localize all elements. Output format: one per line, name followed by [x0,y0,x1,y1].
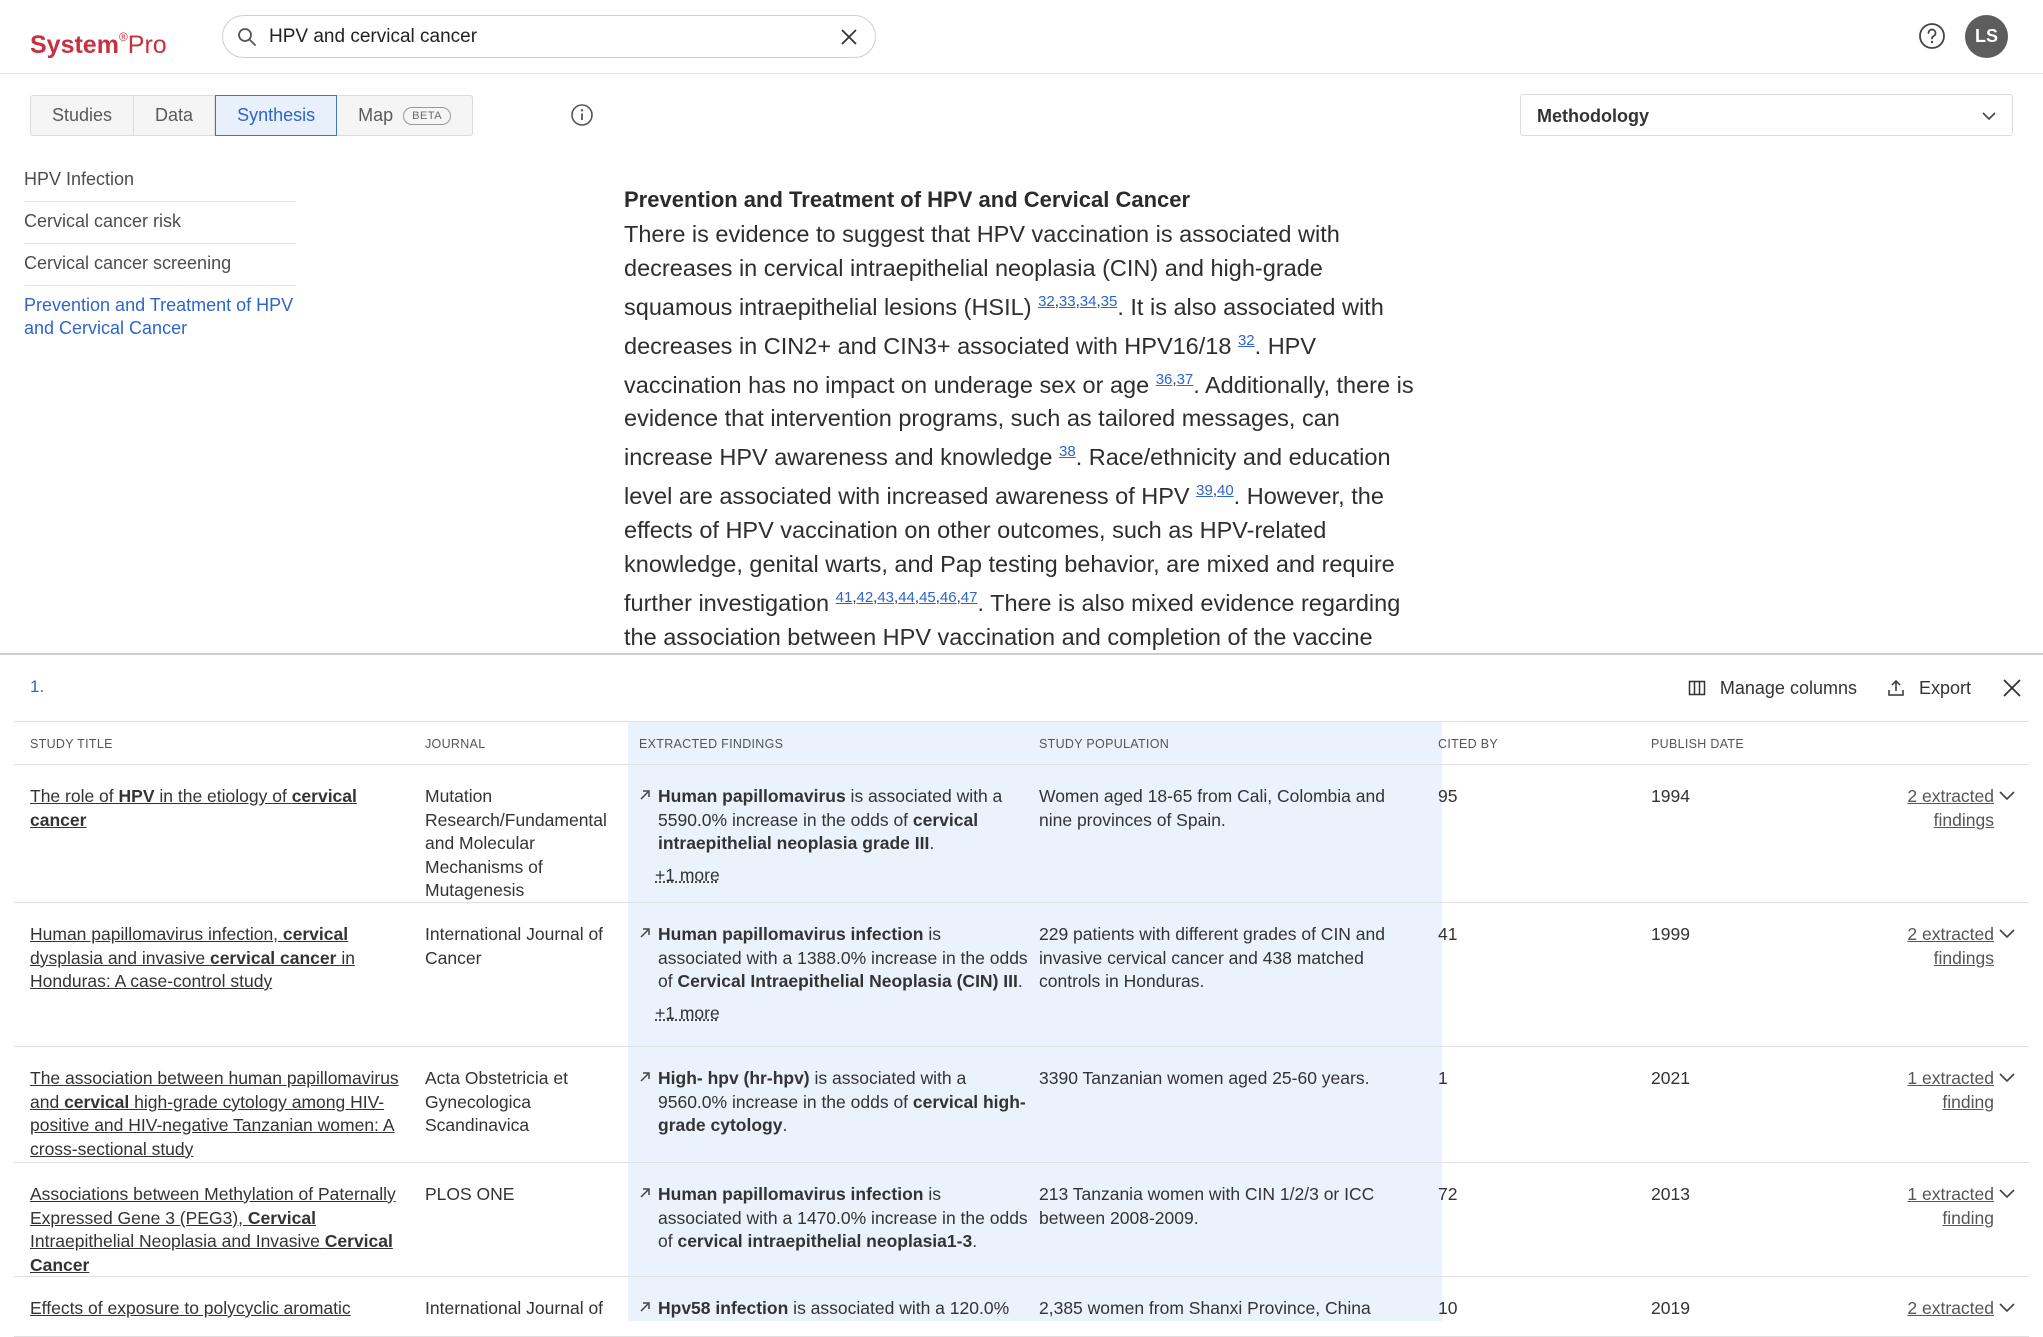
search-icon [237,27,257,47]
table-row[interactable] [14,1163,2029,1277]
column-header-extracted-findings[interactable]: EXTRACTED FINDINGS [639,737,784,751]
citation-link[interactable]: 36 [1155,370,1173,388]
panel-toolbar [1688,677,2023,699]
journal: Acta Obstetricia et Gynecologica Scandinavica [425,1068,568,1135]
extracted-finding: High- hpv (hr-hpv) is associated with a 9560.0% increase in the odds of cervical high-grade cytology. [658,1067,1028,1138]
citation-link[interactable]: 39 [1196,482,1213,500]
section-heading: Prevention and Treatment of HPV and Cervical Cancer [624,187,1191,212]
extracted-findings-link[interactable]: 1 extracted finding [1907,1068,1994,1112]
chevron-down-icon[interactable] [1998,1185,2016,1203]
section-nav [24,160,296,350]
citation-refs[interactable]: 36,37 [1155,370,1194,388]
arrow-up-right-icon [638,1070,652,1084]
nav-item-cervical-cancer-risk[interactable]: Cervical cancer risk [24,202,296,244]
tab-data[interactable]: Data [134,96,215,135]
citation-link[interactable]: 32 [1237,331,1255,349]
close-icon[interactable] [839,27,859,47]
view-tabs [30,95,473,136]
table-row[interactable] [14,1047,2029,1163]
column-header-study-population[interactable]: STUDY POPULATION [1039,737,1170,751]
column-header-publish-date[interactable]: PUBLISH DATE [1651,737,1744,751]
table-header [14,721,2029,765]
beta-badge: BETA [403,107,451,125]
publish-date: 2013 [1651,1184,1690,1204]
study-title-link[interactable]: The association between human papillomavirus and cervical high-grade cytology among HIV-positive and HIV-negative Tanzanian women: A cross-sectional study [30,1068,399,1159]
chevron-down-icon[interactable] [1998,1299,2016,1317]
journal: PLOS ONE [425,1184,515,1204]
chevron-down-icon[interactable] [1998,787,2016,805]
extracted-findings-count [1854,785,1994,832]
citation-refs[interactable] [1059,443,1076,460]
arrow-up-right-icon [638,1186,652,1200]
journal: International Journal of [425,1298,604,1318]
publish-date: 1994 [1651,786,1690,806]
arrow-up-right-icon [638,1300,652,1314]
tab-map[interactable]: Map BETA [337,96,472,135]
table-row[interactable] [14,903,2029,1047]
citation-link[interactable]: 46 [939,589,957,607]
app-logo[interactable]: System®Pro [30,30,167,59]
column-header-journal[interactable]: JOURNAL [425,737,486,751]
citation-link[interactable]: 35 [1100,293,1118,310]
extracted-findings-count [1854,1297,1994,1321]
methodology-dropdown[interactable]: Methodology [1520,94,2013,136]
extracted-findings-link[interactable]: 2 extracted [1907,1298,1994,1318]
search-bar [222,15,876,58]
manage-columns-button[interactable]: Manage columns [1688,678,1857,699]
extracted-findings-count [1854,923,1994,970]
study-population: 2,385 women from Shanxi Province, China [1039,1298,1371,1318]
study-title-link[interactable]: Associations between Methylation of Paternally Expressed Gene 3 (PEG3), Cervical Intraepithelial Neoplasia and Invasive Cervical Cancer [30,1184,396,1275]
table-row[interactable] [14,1277,2029,1337]
column-header-study-title[interactable]: STUDY TITLE [30,737,113,751]
extracted-finding: Human papillomavirus infection is associated with a 1388.0% increase in the odds of Cervical Intraepithelial Neoplasia (CIN) III. +1 more [658,923,1028,1025]
tab-synthesis[interactable]: Synthesis [215,95,337,136]
citation-link[interactable]: 40 [1216,482,1234,500]
citation-link[interactable]: 44 [898,589,915,607]
publish-date: 1999 [1651,924,1690,944]
extracted-findings-link[interactable]: 1 extracted finding [1907,1184,1994,1228]
synthesis-paragraph: There is evidence to suggest that HPV vaccination is associated with decreases in cervical intraepithelial neoplasia (CIN) and high-grade squamous intraepithelial lesions (HSIL) $^{32,33,34,35}$. It is also associated with decreases in CIN2+ and CIN3+ associated with HPV16/18 $^{32}$. HPV vaccination has no impact on underage sex or age $^{36,37}$. Additionally, there is evidence that intervention programs, such as tailored messages, can increase HPV awareness and knowledge $^{38}$. Race/ethnicity and education level are associated with increased awareness of HPV $^{39,40}$. However, the effects of HPV vaccination on other outcomes, such as HPV-related knowledge, genital warts, and Pap testing behavior, are mixed and require further investigation $^{41,42,43,44,45,46,47}$. There is also mixed evidence regarding the association between HPV vaccination and completion of the vaccine [624,217,1424,727]
study-population: 213 Tanzania women with CIN 1/2/3 or ICC between 2008-2009. [1039,1184,1375,1228]
study-population: 229 patients with different grades of CIN and invasive cervical cancer and 438 matched controls in Honduras. [1039,924,1386,991]
citation-link[interactable]: 41 [835,589,853,607]
citation-link[interactable]: 38 [1059,443,1076,461]
extracted-finding: Hpv58 infection is associated with a 120.0% [658,1297,1028,1321]
study-title-link[interactable]: The role of HPV in the etiology of cervical cancer [30,786,357,830]
extracted-findings-count [1854,1183,1994,1230]
citation-link[interactable]: 37 [1176,370,1194,388]
extracted-finding: Human papillomavirus is associated with a 5590.0% increase in the odds of cervical intraepithelial neoplasia grade III. +1 more [658,785,1028,887]
citation-refs[interactable]: 41,42,43,44,45,46,47 [835,589,978,607]
citation-link[interactable]: 43 [877,589,895,607]
cited-by-count: 10 [1438,1298,1458,1318]
citation-link[interactable]: 47 [960,589,978,607]
extracted-findings-count [1854,1067,1994,1114]
arrow-up-right-icon [638,788,652,802]
avatar[interactable]: LS [1965,15,2008,58]
cited-by-count: 1 [1438,1068,1448,1088]
study-title [30,1183,410,1277]
cited-by-count: 95 [1438,786,1458,806]
citation-link[interactable]: 45 [919,589,936,607]
tab-studies[interactable]: Studies [31,96,134,135]
study-title-link[interactable]: Human papillomavirus infection, cervical dysplasia and invasive cervical cancer in Honduras: A case-control study [30,924,355,991]
nav-item-cervical-cancer-screening[interactable]: Cervical cancer screening [24,244,296,286]
export-button[interactable]: Export [1887,678,1971,699]
publish-date: 2019 [1651,1298,1690,1318]
nav-item-hpv-infection[interactable]: HPV Infection [24,160,296,202]
nav-item-prevention-treatment[interactable]: Prevention and Treatment of HPV and Cervical Cancer [24,295,294,338]
study-title [30,1067,410,1161]
top-bar [0,0,2043,74]
synthesis-content [624,185,1424,653]
table-row[interactable] [14,765,2029,903]
publish-date: 2021 [1651,1068,1690,1088]
help-icon[interactable] [1918,22,1946,50]
study-title [30,1297,410,1321]
info-icon[interactable] [570,103,594,127]
citation-refs[interactable]: 32,33,34,35 [1038,293,1118,310]
citation-link[interactable]: 42 [856,589,874,607]
chevron-down-icon [1980,107,1998,125]
citation-link[interactable]: 34 [1079,293,1097,310]
export-icon [1887,679,1905,697]
citation-panel [0,653,2043,1318]
chevron-down-icon[interactable] [1998,925,2016,943]
study-population: 3390 Tanzanian women aged 25-60 years. [1039,1068,1370,1088]
study-title [30,785,410,832]
cited-by-count: 41 [1438,924,1458,944]
citation-refs[interactable] [1238,332,1255,349]
study-population: Women aged 18-65 from Cali, Colombia and nine provinces of Spain. [1039,786,1385,830]
columns-icon [1688,679,1706,697]
extracted-finding: Human papillomavirus infection is associated with a 1470.0% increase in the odds of cervical intraepithelial neoplasia1-3. [658,1183,1028,1254]
citation-refs[interactable]: 39,40 [1196,482,1234,500]
citation-link[interactable]: 33 [1058,293,1076,310]
close-icon[interactable] [2001,677,2023,699]
study-title-link[interactable]: Effects of exposure to polycyclic aromatic [30,1298,351,1318]
journal: Mutation Research/Fundamental and Molecular Mechanisms of Mutagenesis [425,786,607,900]
arrow-up-right-icon [638,926,652,940]
chevron-down-icon[interactable] [1998,1069,2016,1087]
citation-link[interactable]: 32 [1038,293,1055,310]
more-findings-link[interactable]: +1 more [655,1002,720,1023]
extracted-findings-link[interactable]: 2 extracted findings [1907,786,1994,830]
column-header-cited-by[interactable]: CITED BY [1438,737,1499,751]
more-findings-link[interactable]: +1 more [655,864,720,885]
cited-by-count: 72 [1438,1184,1458,1204]
study-title [30,923,410,994]
journal: International Journal of Cancer [425,924,604,968]
citation-index: 1. [30,677,45,696]
extracted-findings-link[interactable]: 2 extracted findings [1907,924,1994,968]
search-input[interactable] [269,23,829,51]
